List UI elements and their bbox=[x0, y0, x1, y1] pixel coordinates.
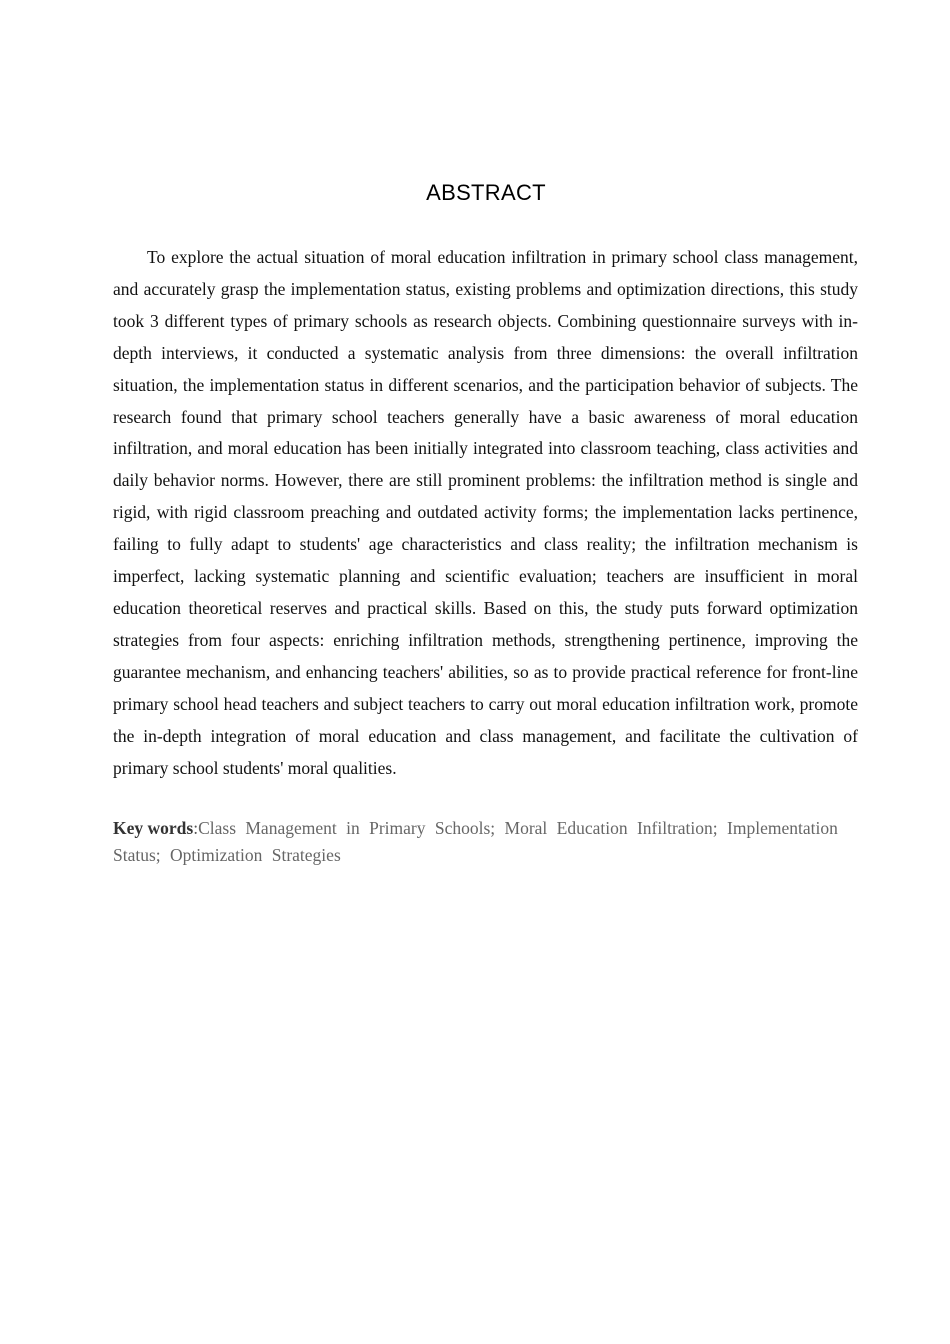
abstract-title: ABSTRACT bbox=[426, 180, 546, 205]
keywords-text: Class Management in Primary Schools; Moral Education Infiltration; Implementation Status; Optimization Strategies bbox=[113, 818, 838, 865]
abstract-body: To explore the actual situation of moral education infiltration in primary school class management, and accurately grasp the implementation status, existing problems and optimization directions, this study took 3 different types of primary schools as research objects. Combining questionnaire surveys with in-depth interviews, it conducted a systematic analysis from three dimensions: the overall infiltration situation, the implementation status in different scenarios, and the participation behavior of subjects. The research found that primary school teachers generally have a basic awareness of moral education infiltration, and moral education has been initially integrated into classroom teaching, class activities and daily behavior norms. However, there are still prominent problems: the infiltration method is single and rigid, with rigid classroom preaching and outdated activity forms; the implementation lacks pertinence, failing to fully adapt to students' age characteristics and class reality; the infiltration mechanism is imperfect, lacking systematic planning and scientific evaluation; teachers are insufficient in moral education theoretical reserves and practical skills. Based on this, the study puts forward optimization strategies from four aspects: enriching infiltration methods, strengthening pertinence, improving the guarantee mechanism, and enhancing teachers' abilities, so as to provide practical reference for front-line primary school head teachers and subject teachers to carry out moral education infiltration work, promote the in-depth integration of moral education and class management, and facilitate the cultivation of primary school students' moral qualities. bbox=[113, 247, 858, 778]
keywords-line bbox=[113, 815, 858, 869]
keywords-label: Key words bbox=[113, 818, 194, 838]
keywords-separator: : bbox=[193, 818, 199, 838]
